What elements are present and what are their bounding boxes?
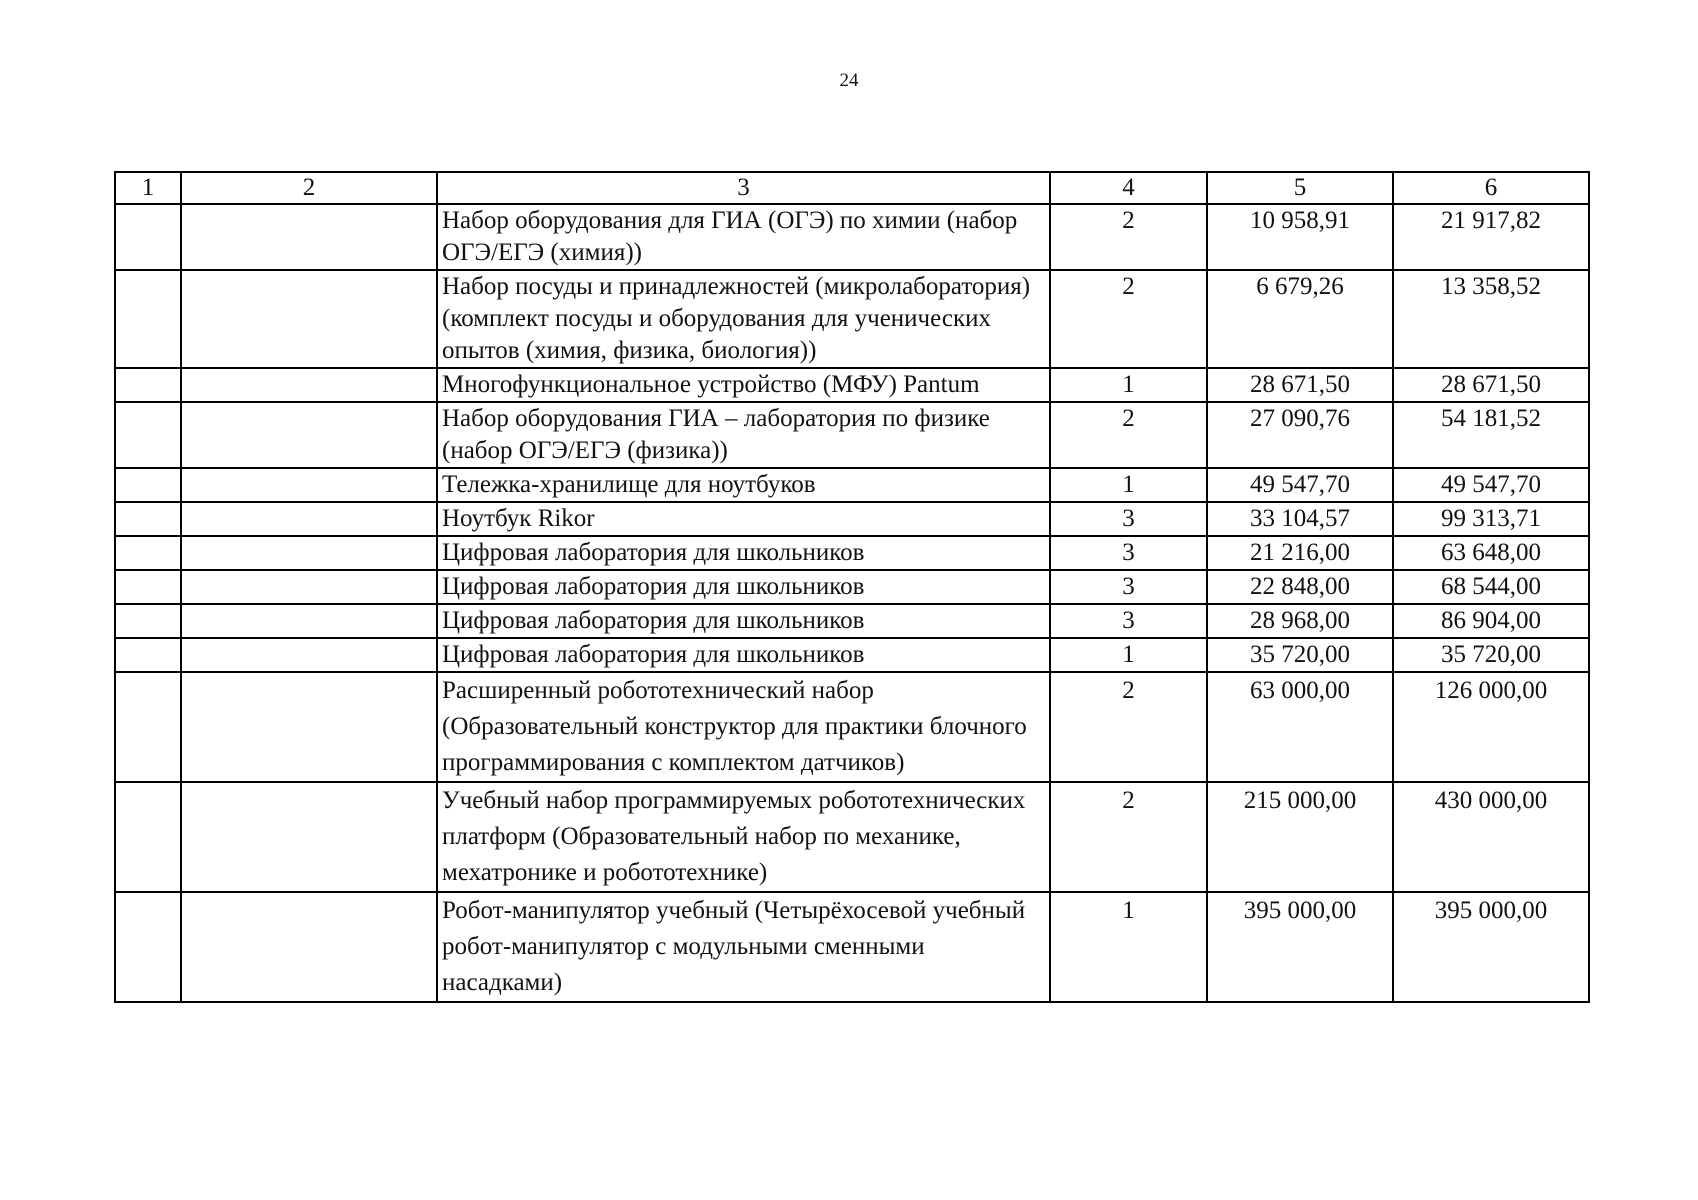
unit-price-cell: 63 000,00 xyxy=(1207,672,1393,782)
quantity-cell: 3 xyxy=(1050,536,1207,570)
total-cost-cell: 395 000,00 xyxy=(1393,892,1589,1002)
quantity-cell: 2 xyxy=(1050,782,1207,892)
column-header-6: 6 xyxy=(1393,172,1589,204)
item-name-cell: Цифровая лаборатория для школьников xyxy=(437,536,1050,570)
unit-price-cell: 27 090,76 xyxy=(1207,402,1393,468)
organization-cell xyxy=(181,502,437,536)
organization-cell xyxy=(181,402,437,468)
row-number-cell xyxy=(115,468,181,502)
quantity-cell: 2 xyxy=(1050,402,1207,468)
table-row xyxy=(115,402,1589,468)
organization-cell xyxy=(181,368,437,402)
quantity-cell: 1 xyxy=(1050,368,1207,402)
table-header-row xyxy=(115,172,1589,204)
equipment-table xyxy=(114,171,1590,1003)
organization-cell xyxy=(181,204,437,270)
table-row xyxy=(115,536,1589,570)
column-header-3: 3 xyxy=(437,172,1050,204)
quantity-cell: 3 xyxy=(1050,604,1207,638)
unit-price-cell: 10 958,91 xyxy=(1207,204,1393,270)
column-header-2: 2 xyxy=(181,172,437,204)
row-number-cell xyxy=(115,536,181,570)
total-cost-cell: 63 648,00 xyxy=(1393,536,1589,570)
item-name-cell: Набор оборудования ГИА – лаборатория по физике (набор ОГЭ/ЕГЭ (физика)) xyxy=(437,402,1050,468)
unit-price-cell: 6 679,26 xyxy=(1207,270,1393,368)
unit-price-cell: 35 720,00 xyxy=(1207,638,1393,672)
row-number-cell xyxy=(115,604,181,638)
row-number-cell xyxy=(115,638,181,672)
table-row xyxy=(115,604,1589,638)
page-number: 24 xyxy=(839,70,859,91)
total-cost-cell: 430 000,00 xyxy=(1393,782,1589,892)
row-number-cell xyxy=(115,402,181,468)
total-cost-cell: 54 181,52 xyxy=(1393,402,1589,468)
table-row xyxy=(115,782,1589,892)
column-header-4: 4 xyxy=(1050,172,1207,204)
quantity-cell: 2 xyxy=(1050,204,1207,270)
row-number-cell xyxy=(115,368,181,402)
total-cost-cell: 21 917,82 xyxy=(1393,204,1589,270)
item-name-cell: Учебный набор программируемых робототехнических платформ (Образовательный набор по механике, мехатронике и робототехнике) xyxy=(437,782,1050,892)
row-number-cell xyxy=(115,672,181,782)
unit-price-cell: 33 104,57 xyxy=(1207,502,1393,536)
organization-cell xyxy=(181,270,437,368)
organization-cell xyxy=(181,892,437,1002)
table-row xyxy=(115,570,1589,604)
table-row xyxy=(115,270,1589,368)
table-row xyxy=(115,502,1589,536)
unit-price-cell: 215 000,00 xyxy=(1207,782,1393,892)
row-number-cell xyxy=(115,782,181,892)
unit-price-cell: 22 848,00 xyxy=(1207,570,1393,604)
item-name-cell: Цифровая лаборатория для школьников xyxy=(437,570,1050,604)
organization-cell xyxy=(181,782,437,892)
unit-price-cell: 28 968,00 xyxy=(1207,604,1393,638)
organization-cell xyxy=(181,570,437,604)
quantity-cell: 2 xyxy=(1050,672,1207,782)
organization-cell xyxy=(181,604,437,638)
item-name-cell: Тележка-хранилище для ноутбуков xyxy=(437,468,1050,502)
column-header-5: 5 xyxy=(1207,172,1393,204)
total-cost-cell: 49 547,70 xyxy=(1393,468,1589,502)
quantity-cell: 1 xyxy=(1050,468,1207,502)
item-name-cell: Цифровая лаборатория для школьников xyxy=(437,638,1050,672)
row-number-cell xyxy=(115,570,181,604)
quantity-cell: 2 xyxy=(1050,270,1207,368)
table-row xyxy=(115,892,1589,1002)
total-cost-cell: 35 720,00 xyxy=(1393,638,1589,672)
unit-price-cell: 21 216,00 xyxy=(1207,536,1393,570)
quantity-cell: 1 xyxy=(1050,892,1207,1002)
item-name-cell: Набор посуды и принадлежностей (микролаборатория) (комплект посуды и оборудования для ученических опытов (химия, физика, биология)) xyxy=(437,270,1050,368)
organization-cell xyxy=(181,536,437,570)
row-number-cell xyxy=(115,204,181,270)
item-name-cell: Цифровая лаборатория для школьников xyxy=(437,604,1050,638)
organization-cell xyxy=(181,638,437,672)
total-cost-cell: 126 000,00 xyxy=(1393,672,1589,782)
quantity-cell: 3 xyxy=(1050,570,1207,604)
unit-price-cell: 395 000,00 xyxy=(1207,892,1393,1002)
column-header-1: 1 xyxy=(115,172,181,204)
table-row xyxy=(115,468,1589,502)
row-number-cell xyxy=(115,502,181,536)
quantity-cell: 1 xyxy=(1050,638,1207,672)
row-number-cell xyxy=(115,270,181,368)
organization-cell xyxy=(181,468,437,502)
quantity-cell: 3 xyxy=(1050,502,1207,536)
item-name-cell: Робот-манипулятор учебный (Четырёхосевой учебный робот-манипулятор с модульными сменными насадками) xyxy=(437,892,1050,1002)
table-row xyxy=(115,368,1589,402)
item-name-cell: Расширенный робототехнический набор (Образовательный конструктор для практики блочного программирования с комплектом датчиков) xyxy=(437,672,1050,782)
total-cost-cell: 68 544,00 xyxy=(1393,570,1589,604)
table-row xyxy=(115,638,1589,672)
unit-price-cell: 49 547,70 xyxy=(1207,468,1393,502)
total-cost-cell: 13 358,52 xyxy=(1393,270,1589,368)
organization-cell xyxy=(181,672,437,782)
item-name-cell: Набор оборудования для ГИА (ОГЭ) по химии (набор ОГЭ/ЕГЭ (химия)) xyxy=(437,204,1050,270)
total-cost-cell: 86 904,00 xyxy=(1393,604,1589,638)
total-cost-cell: 28 671,50 xyxy=(1393,368,1589,402)
item-name-cell: Ноутбук Rikor xyxy=(437,502,1050,536)
table-row xyxy=(115,204,1589,270)
row-number-cell xyxy=(115,892,181,1002)
table-row xyxy=(115,672,1589,782)
unit-price-cell: 28 671,50 xyxy=(1207,368,1393,402)
item-name-cell: Многофункциональное устройство (МФУ) Pantum xyxy=(437,368,1050,402)
total-cost-cell: 99 313,71 xyxy=(1393,502,1589,536)
